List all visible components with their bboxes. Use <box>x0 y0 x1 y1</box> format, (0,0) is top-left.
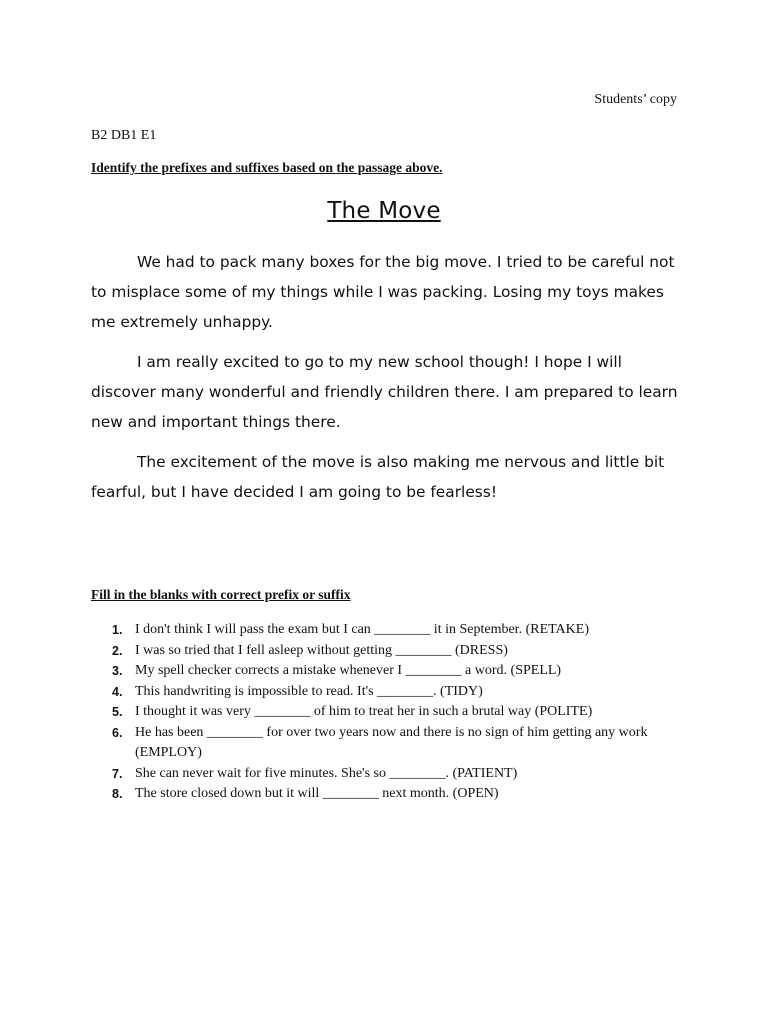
question-item <box>91 702 681 723</box>
question-text: He has been ________ for over two years now and there is no sign of him getting any work (EMPLOY) <box>135 724 648 760</box>
question-number: 3. <box>112 664 123 678</box>
students-copy-label: Students’ copy <box>594 92 677 107</box>
question-item <box>91 620 681 641</box>
question-text: I was so tried that I fell asleep without getting ________ (DRESS) <box>135 642 508 658</box>
passage-paragraph-1: We had to pack many boxes for the big move. I tried to be careful not to misplace some of my things while I was packing. Losing my toys makes me extremely unhappy. <box>91 253 675 331</box>
question-text: My spell checker corrects a mistake whenever I ________ a word. (SPELL) <box>135 663 562 678</box>
question-text: This handwriting is impossible to read. It's ________. (TIDY) <box>135 683 483 699</box>
story-title: The Move <box>327 198 441 224</box>
question-text: She can never wait for five minutes. She's so ________. (PATIENT) <box>135 765 518 781</box>
question-text: The store closed down but it will ________ next month. (OPEN) <box>135 786 499 801</box>
question-item <box>91 784 681 805</box>
question-item <box>91 764 681 785</box>
question-number: 2. <box>112 643 123 658</box>
passage-paragraph-3: The excitement of the move is also making me nervous and little bit fearful, but I have decided I am going to be fearless! <box>91 453 665 501</box>
question-list <box>91 620 681 805</box>
question-item <box>91 682 681 703</box>
question-item <box>91 723 681 764</box>
question-number: 5. <box>112 705 123 719</box>
question-item <box>91 661 681 682</box>
question-number: 1. <box>112 623 123 637</box>
story-passage <box>91 247 681 517</box>
question-number: 6. <box>112 725 123 740</box>
question-number: 8. <box>112 787 123 801</box>
question-number: 4. <box>112 684 123 699</box>
question-item <box>91 641 681 662</box>
passage-paragraph-2: I am really excited to go to my new school though! I hope I will discover many wonderful and friendly children there. I am prepared to learn new and important things there. <box>91 353 678 431</box>
question-number: 7. <box>112 766 123 781</box>
fill-in-blanks-heading: Fill in the blanks with correct prefix or suffix <box>91 587 351 602</box>
question-text: I thought it was very ________ of him to treat her in such a brutal way (POLITE) <box>135 704 593 719</box>
question-text: I don't think I will pass the exam but I can ________ it in September. (RETAKE) <box>135 622 589 637</box>
document-code: B2 DB1 E1 <box>91 128 157 143</box>
prefix-suffix-instruction: Identify the prefixes and suffixes based on the passage above. <box>91 160 443 175</box>
